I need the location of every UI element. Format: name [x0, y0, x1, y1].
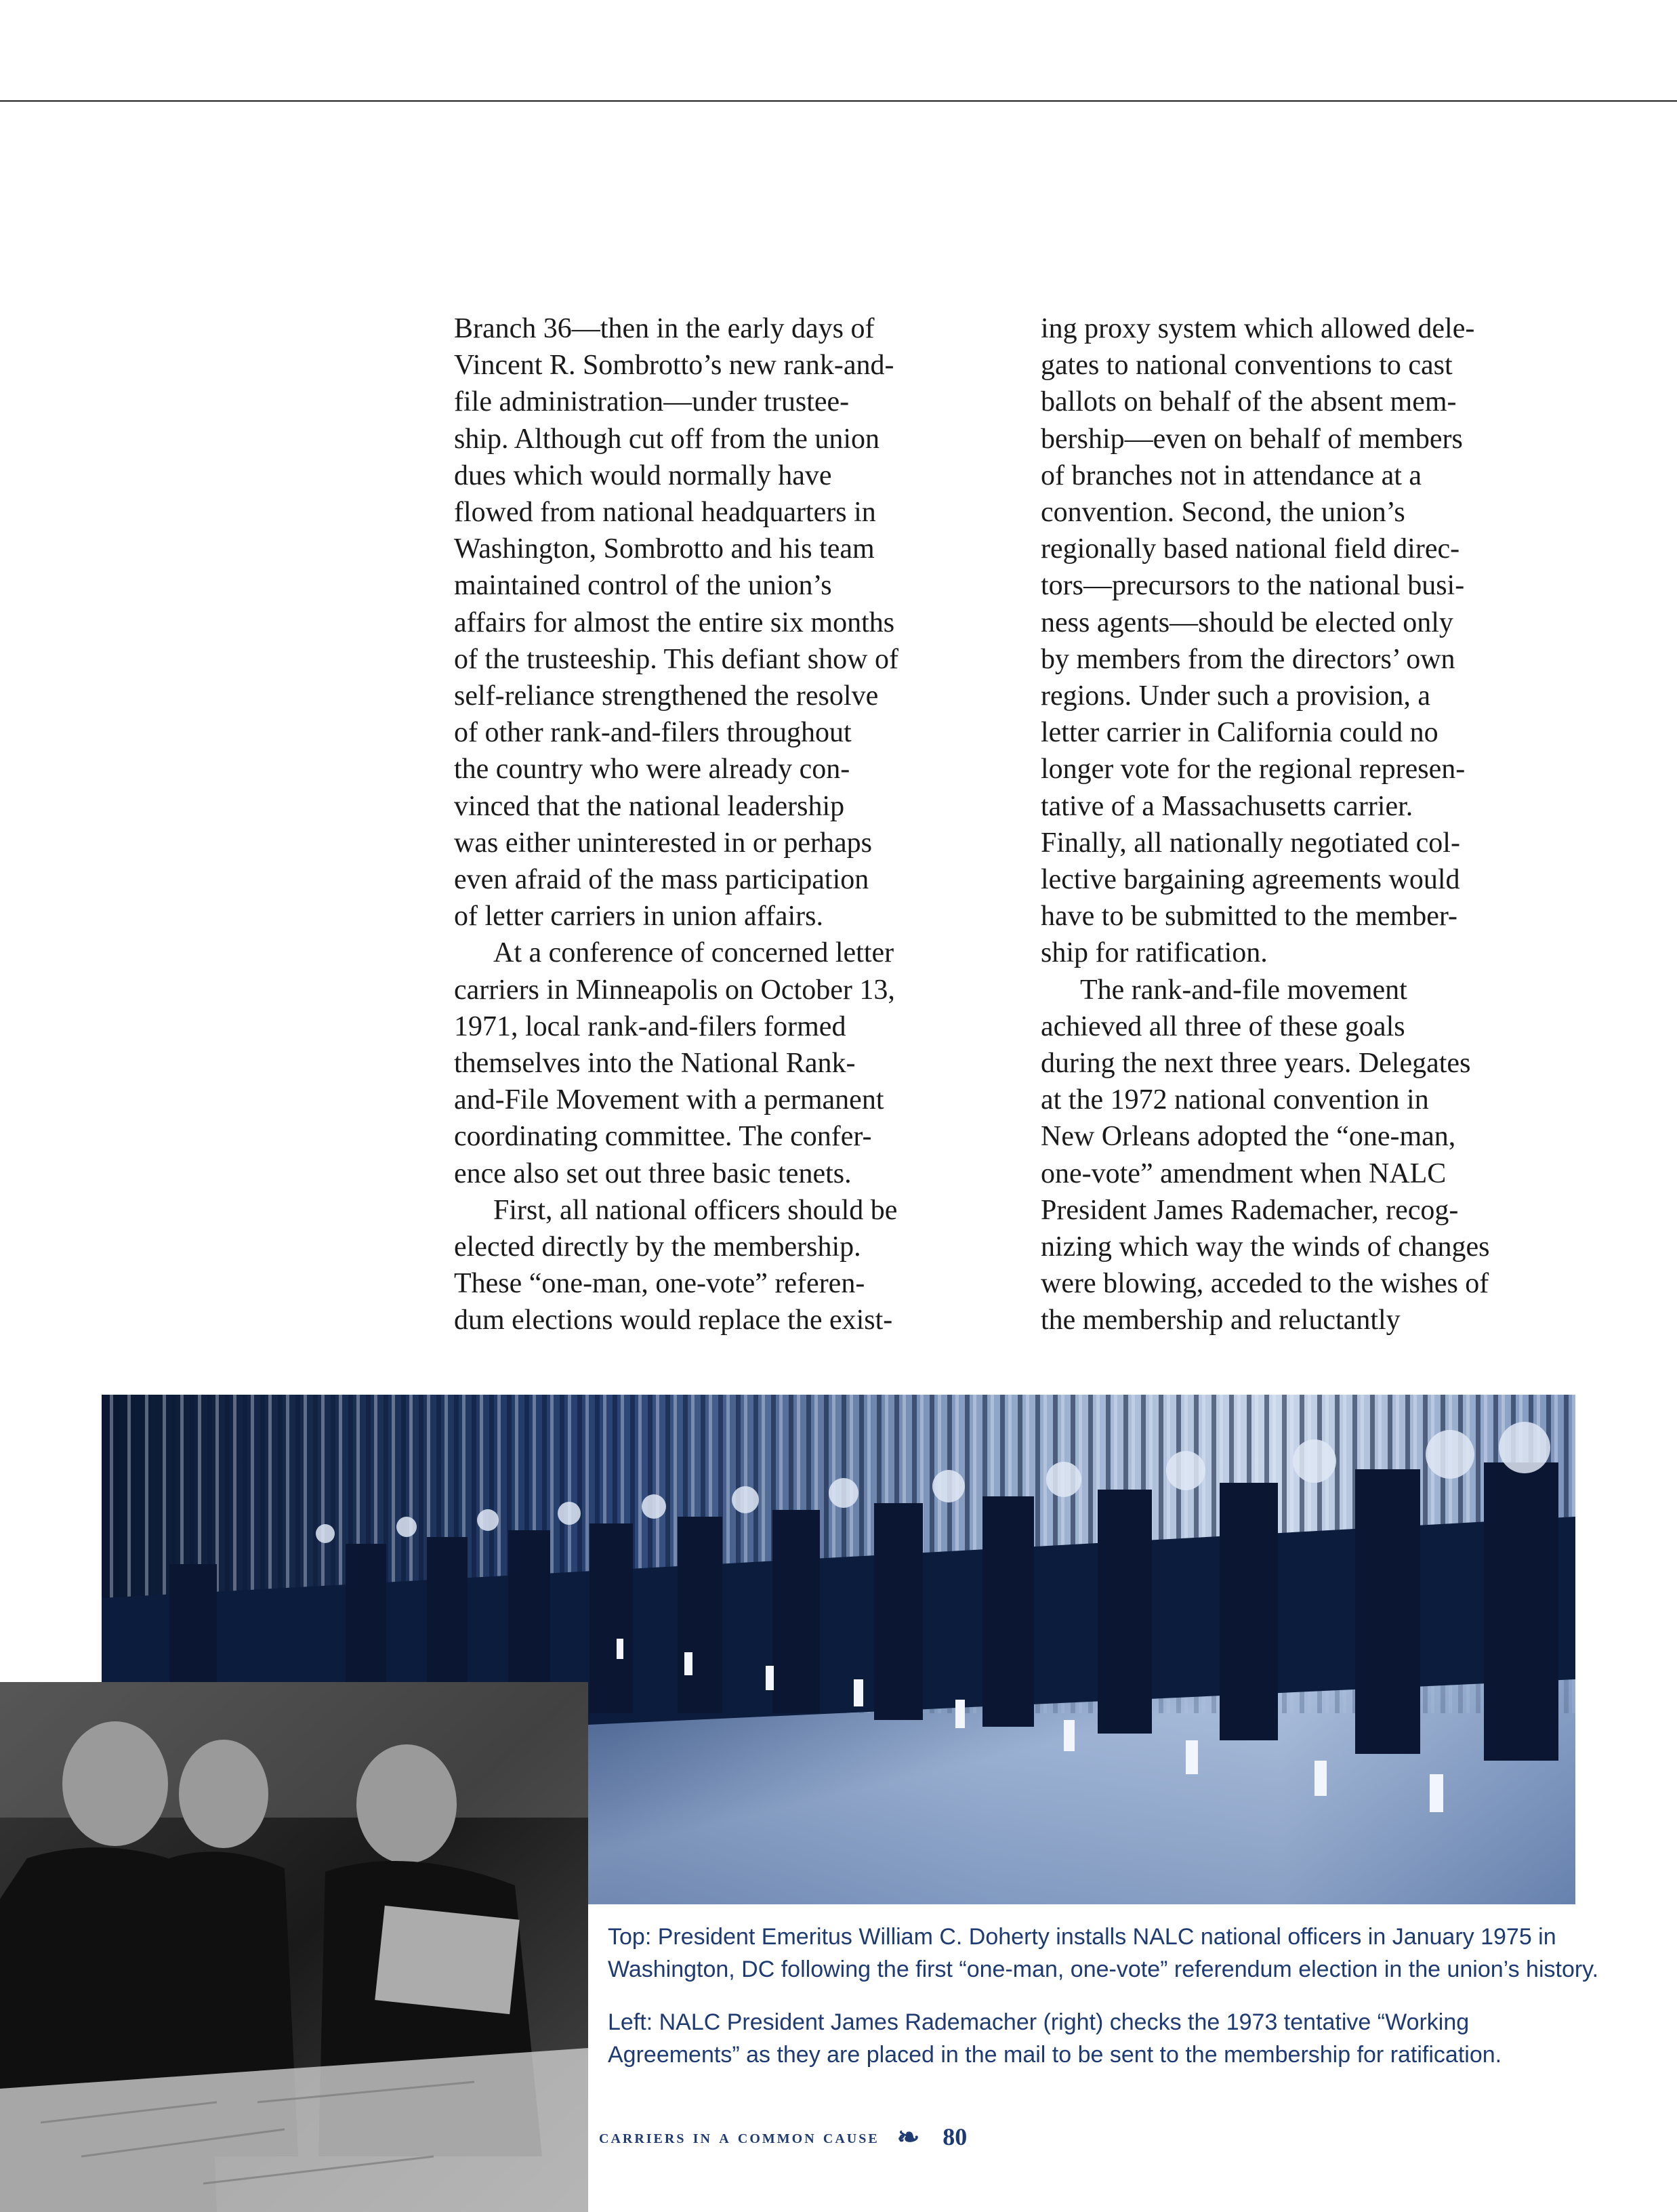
text-line: file administration—under trustee-: [454, 386, 850, 418]
text-line: vinced that the national leadership: [454, 790, 845, 822]
text-line: maintained control of the union’s: [454, 570, 832, 602]
running-title: carriers in a common cause: [599, 2125, 879, 2148]
text-line: tative of a Massachusetts carrier.: [1041, 790, 1413, 822]
text-line: and-File Movement with a permanent: [454, 1084, 884, 1116]
body-paragraph: [454, 1192, 1037, 1339]
body-paragraph: [454, 310, 1037, 935]
text-line: longer vote for the regional represen-: [1041, 754, 1466, 785]
text-line: the membership and reluctantly: [1041, 1305, 1401, 1336]
text-line: New Orleans adopted the “one-man,: [1041, 1121, 1456, 1153]
text-line: of branches not in attendance at a: [1041, 459, 1422, 491]
text-line: have to be submitted to the member-: [1041, 901, 1457, 933]
text-line: lective bargaining agreements would: [1041, 864, 1460, 896]
rademacher-mailing-photo: [0, 1682, 588, 2212]
text-line: President James Rademacher, recog-: [1041, 1194, 1459, 1226]
caption-line: Top: President Emeritus William C. Doherty installs NALC national officers in January 1975 in: [608, 1924, 1556, 1950]
text-line: Washington, Sombrotto and his team: [454, 533, 875, 565]
text-line: during the next three years. Delegates: [1041, 1048, 1471, 1080]
caption-line: Left: NALC President James Rademacher (right) checks the 1973 tentative “Working: [608, 2009, 1470, 2035]
text-line: elected directly by the membership.: [454, 1231, 861, 1263]
caption-line: Agreements” as they are placed in the mail to be sent to the membership for ratification.: [608, 2042, 1502, 2068]
text-line: by members from the directors’ own: [1041, 643, 1455, 675]
text-line: ship. Although cut off from the union: [454, 423, 880, 455]
page-number: 80: [943, 2123, 968, 2150]
body-column-right: [1041, 310, 1623, 1339]
body-paragraph: [1041, 972, 1623, 1339]
text-line: achieved all three of these goals: [1041, 1010, 1405, 1042]
text-line: ness agents—should be elected only: [1041, 607, 1453, 638]
body-paragraph: [454, 935, 1037, 1191]
text-line: themselves into the National Rank-: [454, 1048, 856, 1080]
caption-left-photo: [608, 2006, 1570, 2071]
text-line: regions. Under such a provision, a: [1041, 680, 1431, 712]
text-line: self-reliance strengthened the resolve: [454, 680, 879, 712]
text-line: 1971, local rank-and-filers formed: [454, 1010, 846, 1042]
caption-line: Washington, DC following the first “one-man, one-vote” referendum election in the union’s history.: [608, 1957, 1599, 1982]
text-line: regionally based national field direc-: [1041, 533, 1460, 565]
text-line: coordinating committee. The confer-: [454, 1121, 872, 1153]
text-line: one-vote” amendment when NALC: [1041, 1158, 1447, 1189]
text-line: Branch 36—then in the early days of: [454, 313, 875, 344]
fleuron-icon: ❧: [896, 2121, 920, 2152]
caption-top-photo: [608, 1921, 1599, 1986]
text-line: flowed from national headquarters in: [454, 497, 876, 529]
text-line: dues which would normally have: [454, 459, 832, 491]
text-line: at the 1972 national convention in: [1041, 1084, 1429, 1116]
text-line: convention. Second, the union’s: [1041, 497, 1405, 529]
text-line: Finally, all nationally negotiated col-: [1041, 827, 1460, 859]
text-line: ship for ratification.: [1041, 937, 1268, 969]
text-line: letter carrier in California could no: [1041, 717, 1438, 749]
text-line: carriers in Minneapolis on October 13,: [454, 974, 895, 1006]
text-line: At a conference of concerned letter: [493, 937, 894, 969]
text-line: of other rank-and-filers throughout: [454, 717, 852, 749]
text-line: ing proxy system which allowed dele-: [1041, 313, 1475, 344]
text-line: ence also set out three basic tenets.: [454, 1158, 852, 1189]
text-line: The rank-and-file movement: [1080, 974, 1407, 1006]
text-line: dum elections would replace the exist-: [454, 1305, 893, 1336]
body-paragraph: [1041, 310, 1623, 972]
text-line: bership—even on behalf of members: [1041, 423, 1463, 455]
text-line: were blowing, acceded to the wishes of: [1041, 1268, 1489, 1300]
text-line: of the trusteeship. This defiant show of: [454, 643, 898, 675]
text-line: gates to national conventions to cast: [1041, 350, 1453, 382]
text-line: even afraid of the mass participation: [454, 864, 869, 896]
header-rule: [0, 100, 1677, 102]
text-line: First, all national officers should be: [493, 1194, 898, 1226]
text-line: Vincent R. Sombrotto’s new rank-and-: [454, 350, 894, 382]
text-line: tors—precursors to the national busi-: [1041, 570, 1465, 602]
body-column-left: [454, 310, 1037, 1339]
text-line: These “one-man, one-vote” referen-: [454, 1268, 865, 1300]
text-line: ballots on behalf of the absent mem-: [1041, 386, 1457, 418]
text-line: nizing which way the winds of changes: [1041, 1231, 1490, 1263]
text-line: the country who were already con-: [454, 754, 850, 785]
text-line: of letter carriers in union affairs.: [454, 901, 823, 933]
text-line: affairs for almost the entire six months: [454, 607, 895, 638]
page-footer: [599, 2118, 967, 2155]
text-line: was either uninterested in or perhaps: [454, 827, 872, 859]
